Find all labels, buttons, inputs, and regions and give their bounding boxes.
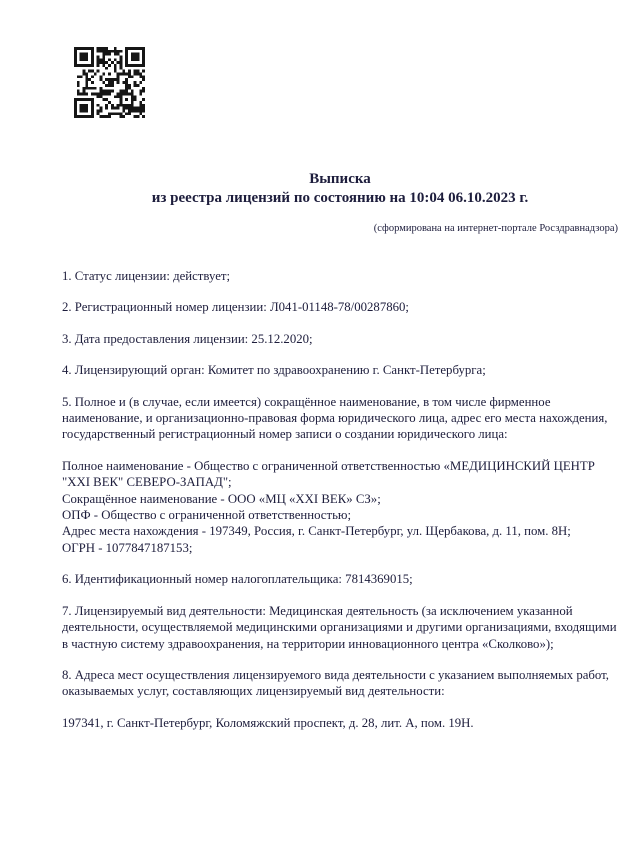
qr-code-icon <box>74 47 145 118</box>
organization-heading-item: 5. Полное и (в случае, если имеется) сокращённое наименование, в том числе фирменное наименование, и организационно-правовая форма юридического лица, адрес его места нахождения, государственный регистрационный номер записи о создании юридического лица: <box>62 394 608 442</box>
qr-code-svg <box>74 47 145 118</box>
document-content <box>62 170 618 746</box>
activity-addresses-heading-item: 8. Адреса мест осуществления лицензируемого вида деятельности с указанием выполняемых работ, оказываемых услуг, составляющих лицензируемый вид деятельности: <box>62 667 609 699</box>
license-status-item: 1. Статус лицензии: действует; <box>62 269 231 283</box>
portal-note: (сформирована на интернет-портале Росздравнадзора) <box>373 223 618 234</box>
document-title-line2: из реестра лицензий по состоянию на 10:04 06.10.2023 г. <box>151 190 529 206</box>
document-title-line1: Выписка <box>309 171 371 187</box>
org-legal-form: ОПФ - Общество с ограниченной ответственностью; <box>62 508 352 523</box>
document-title <box>62 170 618 208</box>
licensing-authority-item: 4. Лицензирующий орган: Комитет по здравоохранению г. Санкт-Петербурга; <box>62 363 486 378</box>
document-body <box>62 268 618 731</box>
licensed-activity-item: 7. Лицензируемый вид деятельности: Медицинская деятельность (за исключением указанной деятельности, осуществляемой медицинскими организациями и другими организациями, входящими в частную систему здравоохранения, на территории инновационного центра «Сколково»); <box>62 603 617 651</box>
organization-details-block <box>62 458 618 556</box>
org-short-name: Сокращённое наименование - ООО «МЦ «XXI ВЕК» СЗ»; <box>62 491 381 506</box>
org-address: Адрес места нахождения - 197349, Россия, г. Санкт-Петербург, ул. Щербакова, д. 11, пом. 8Н; <box>62 524 571 539</box>
taxpayer-id-item: 6. Идентификационный номер налогоплательщика: 7814369015; <box>62 572 413 587</box>
activity-address-item: 197341, г. Санкт-Петербург, Коломяжский проспект, д. 28, лит. А, пом. 19Н. <box>62 715 474 730</box>
registration-number-item: 2. Регистрационный номер лицензии: Л041-01148-78/00287860; <box>62 300 409 315</box>
org-ogrn: ОГРН - 1077847187153; <box>62 540 193 555</box>
org-full-name: Полное наименование - Общество с ограниченной ответственностью «МЕДИЦИНСКИЙ ЦЕНТР "XXI ВЕК" СЕВЕРО-ЗАПАД"; <box>62 458 595 490</box>
grant-date-item: 3. Дата предоставления лицензии: 25.12.2020; <box>62 331 313 346</box>
